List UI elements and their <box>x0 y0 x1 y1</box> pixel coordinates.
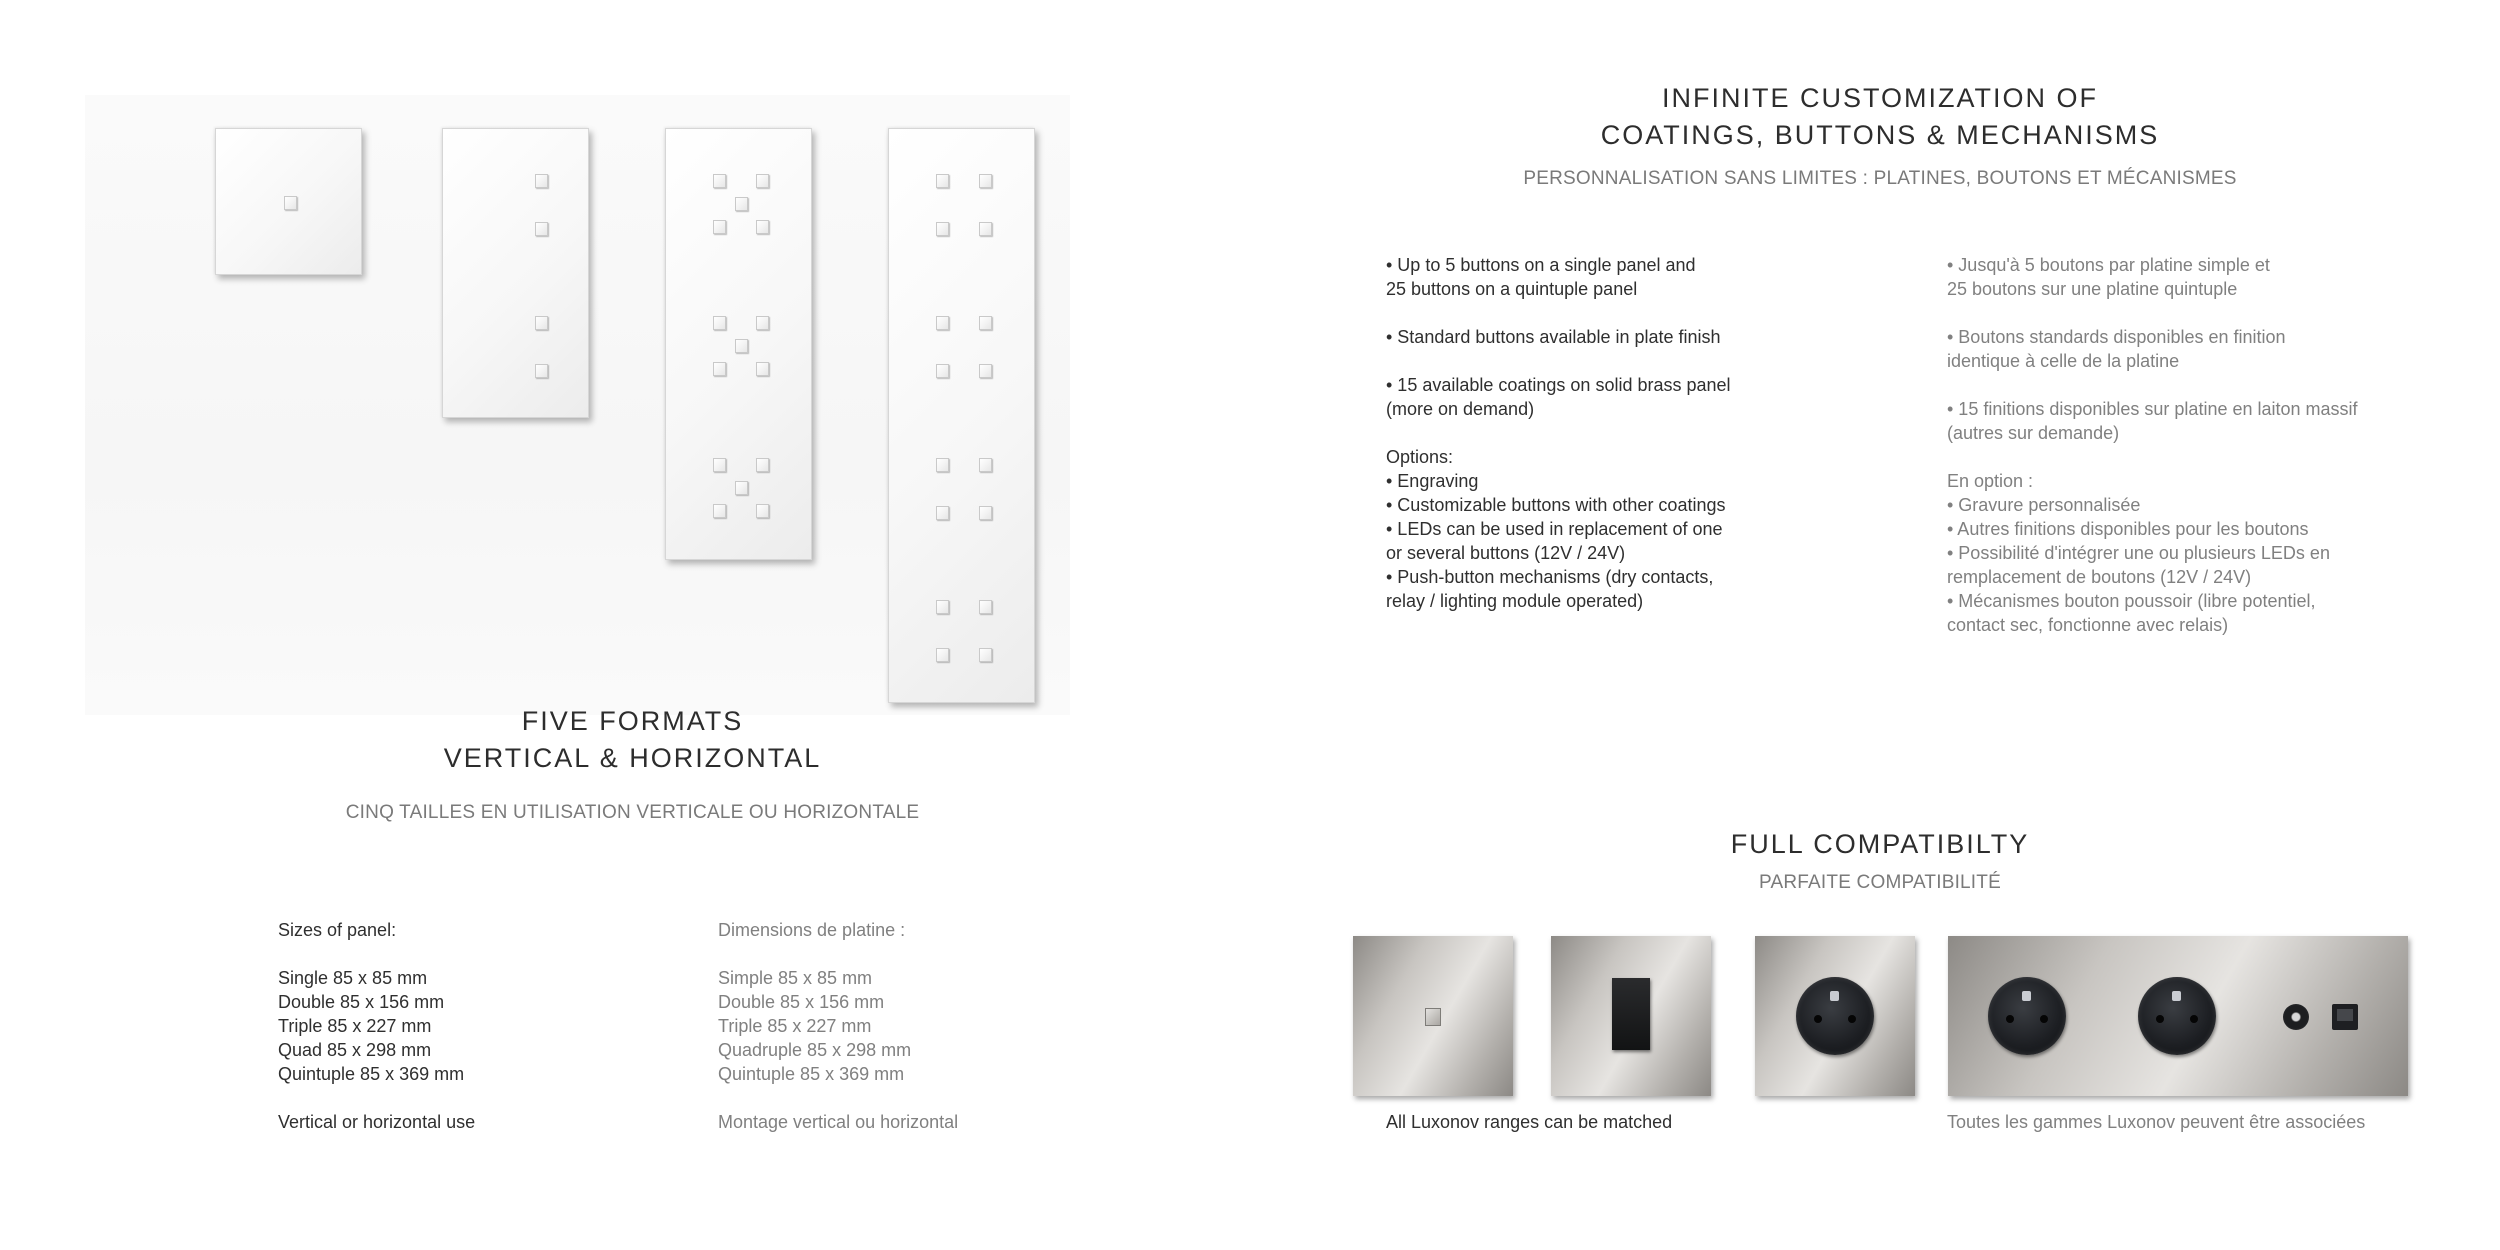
ethernet-socket-icon <box>2332 1004 2358 1030</box>
sizes-heading-fr: Dimensions de platine : <box>718 920 906 940</box>
feature-line-fr: • Boutons standards disponibles en finition <box>1947 327 2286 347</box>
panel-button <box>535 364 548 378</box>
panel-single <box>215 128 362 275</box>
size-item: Quintuple 85 x 369 mm <box>278 1064 465 1084</box>
panel-button <box>756 220 769 234</box>
panel-button <box>979 364 992 378</box>
size-item-fr: Quadruple 85 x 298 mm <box>718 1040 912 1060</box>
panel-button <box>535 316 548 330</box>
panel-button <box>713 504 726 518</box>
panel-button <box>979 506 992 520</box>
size-item: Single 85 x 85 mm <box>278 968 428 988</box>
panel-button <box>979 316 992 330</box>
feature-line-fr: • Jusqu'à 5 boutons par platine simple et <box>1947 255 2270 275</box>
plate-rocker-switch <box>1551 936 1711 1096</box>
feature-line: 25 buttons on a quintuple panel <box>1386 279 1638 299</box>
panel-button <box>735 197 748 211</box>
option-line-fr: remplacement de boutons (12V / 24V) <box>1947 567 2252 587</box>
power-socket-icon <box>1988 977 2066 1055</box>
sizes-en-column <box>278 918 678 1134</box>
option-line-fr: • Gravure personnalisée <box>1947 495 2141 515</box>
option-line: • Push-button mechanisms (dry contacts, <box>1386 567 1714 587</box>
panel-button <box>756 174 769 188</box>
panel-button <box>713 316 726 330</box>
panel-button <box>936 222 949 236</box>
option-line: • Customizable buttons with other coatings <box>1386 495 1726 515</box>
panel-double <box>442 128 589 418</box>
feature-line-fr: (autres sur demande) <box>1947 423 2120 443</box>
coax-socket-icon <box>2283 1004 2309 1030</box>
option-line: • Engraving <box>1386 471 1479 491</box>
features-en-column <box>1386 253 1926 613</box>
size-item: Double 85 x 156 mm <box>278 992 445 1012</box>
feature-line: (more on demand) <box>1386 399 1535 419</box>
panel-button <box>756 362 769 376</box>
options-heading: Options: <box>1386 447 1454 467</box>
panel-button <box>535 174 548 188</box>
feature-line-fr: identique à celle de la platine <box>1947 351 2180 371</box>
rocker-icon <box>1612 978 1650 1050</box>
panel-button <box>756 316 769 330</box>
options-heading-fr: En option : <box>1947 471 2034 491</box>
feature-line: • 15 available coatings on solid brass panel <box>1386 375 1731 395</box>
panel-button <box>535 222 548 236</box>
compat-subtitle: PARFAITE COMPATIBILITÉ <box>1759 872 2001 893</box>
panel-button <box>979 174 992 188</box>
panel-button <box>936 364 949 378</box>
panel-button <box>936 648 949 662</box>
panel-button <box>979 222 992 236</box>
panel-triple <box>665 128 812 560</box>
option-line: relay / lighting module operated) <box>1386 591 1644 611</box>
power-socket-icon <box>1796 977 1874 1055</box>
size-item-fr: Double 85 x 156 mm <box>718 992 885 1012</box>
panel-button <box>979 648 992 662</box>
right-title <box>1480 80 2280 154</box>
option-line-fr: • Mécanismes bouton poussoir (libre potentiel, <box>1947 591 2316 611</box>
feature-line-fr: • 15 finitions disponibles sur platine en laiton massif <box>1947 399 2358 419</box>
option-line-fr: contact sec, fonctionne avec relais) <box>1947 615 2229 635</box>
size-item-fr: Simple 85 x 85 mm <box>718 968 873 988</box>
option-line-fr: • Possibilité d'intégrer une ou plusieurs LEDs en <box>1947 543 2330 563</box>
panel-button <box>735 339 748 353</box>
switch-button-icon <box>1425 1008 1441 1026</box>
left-title-line2: VERTICAL & HORIZONTAL <box>443 743 822 773</box>
panel-button <box>936 458 949 472</box>
panel-button <box>979 458 992 472</box>
panel-button <box>713 220 726 234</box>
panel-button <box>936 174 949 188</box>
option-line: • LEDs can be used in replacement of one <box>1386 519 1723 539</box>
option-line-fr: • Autres finitions disponibles pour les boutons <box>1947 519 2309 539</box>
size-item-fr: Triple 85 x 227 mm <box>718 1016 872 1036</box>
panel-button <box>936 316 949 330</box>
panels-photo <box>85 95 1070 715</box>
compat-title: FULL COMPATIBILTY <box>1730 829 2030 859</box>
right-subtitle: PERSONNALISATION SANS LIMITES : PLATINES, BOUTONS ET MÉCANISMES <box>1523 168 2237 189</box>
plate-light-switch <box>1353 936 1513 1096</box>
left-title-line1: FIVE FORMATS <box>521 706 744 736</box>
feature-line: • Up to 5 buttons on a single panel and <box>1386 255 1696 275</box>
features-fr-column <box>1947 253 2467 637</box>
panel-button <box>713 174 726 188</box>
right-title-line2: COATINGS, BUTTONS & MECHANISMS <box>1600 120 2160 150</box>
option-line: or several buttons (12V / 24V) <box>1386 543 1626 563</box>
size-item: Quad 85 x 298 mm <box>278 1040 432 1060</box>
panel-button <box>713 362 726 376</box>
power-socket-icon <box>2138 977 2216 1055</box>
compat-en-caption: All Luxonov ranges can be matched <box>1386 1112 1673 1132</box>
panel-button <box>756 504 769 518</box>
feature-line: • Standard buttons available in plate finish <box>1386 327 1721 347</box>
sizes-heading: Sizes of panel: <box>278 920 397 940</box>
feature-line-fr: 25 boutons sur une platine quintuple <box>1947 279 2238 299</box>
left-title <box>350 703 915 777</box>
panel-button <box>756 458 769 472</box>
panel-button <box>713 458 726 472</box>
compat-fr-caption: Toutes les gammes Luxonov peuvent être associées <box>1947 1112 2366 1132</box>
panel-button <box>284 196 297 210</box>
panel-quad <box>888 128 1035 703</box>
panel-button <box>735 481 748 495</box>
size-item: Triple 85 x 227 mm <box>278 1016 432 1036</box>
left-subtitle: CINQ TAILLES EN UTILISATION VERTICALE OU HORIZONTALE <box>345 802 920 823</box>
usage-text-fr: Montage vertical ou horizontal <box>718 1112 959 1132</box>
panel-button <box>936 506 949 520</box>
plate-multi-socket <box>1948 936 2408 1096</box>
right-title-line1: INFINITE CUSTOMIZATION OF <box>1662 83 2098 113</box>
panel-button <box>979 600 992 614</box>
plate-single-socket <box>1755 936 1915 1096</box>
panel-button <box>936 600 949 614</box>
size-item-fr: Quintuple 85 x 369 mm <box>718 1064 905 1084</box>
sizes-fr-column <box>718 918 1138 1134</box>
usage-text: Vertical or horizontal use <box>278 1112 476 1132</box>
